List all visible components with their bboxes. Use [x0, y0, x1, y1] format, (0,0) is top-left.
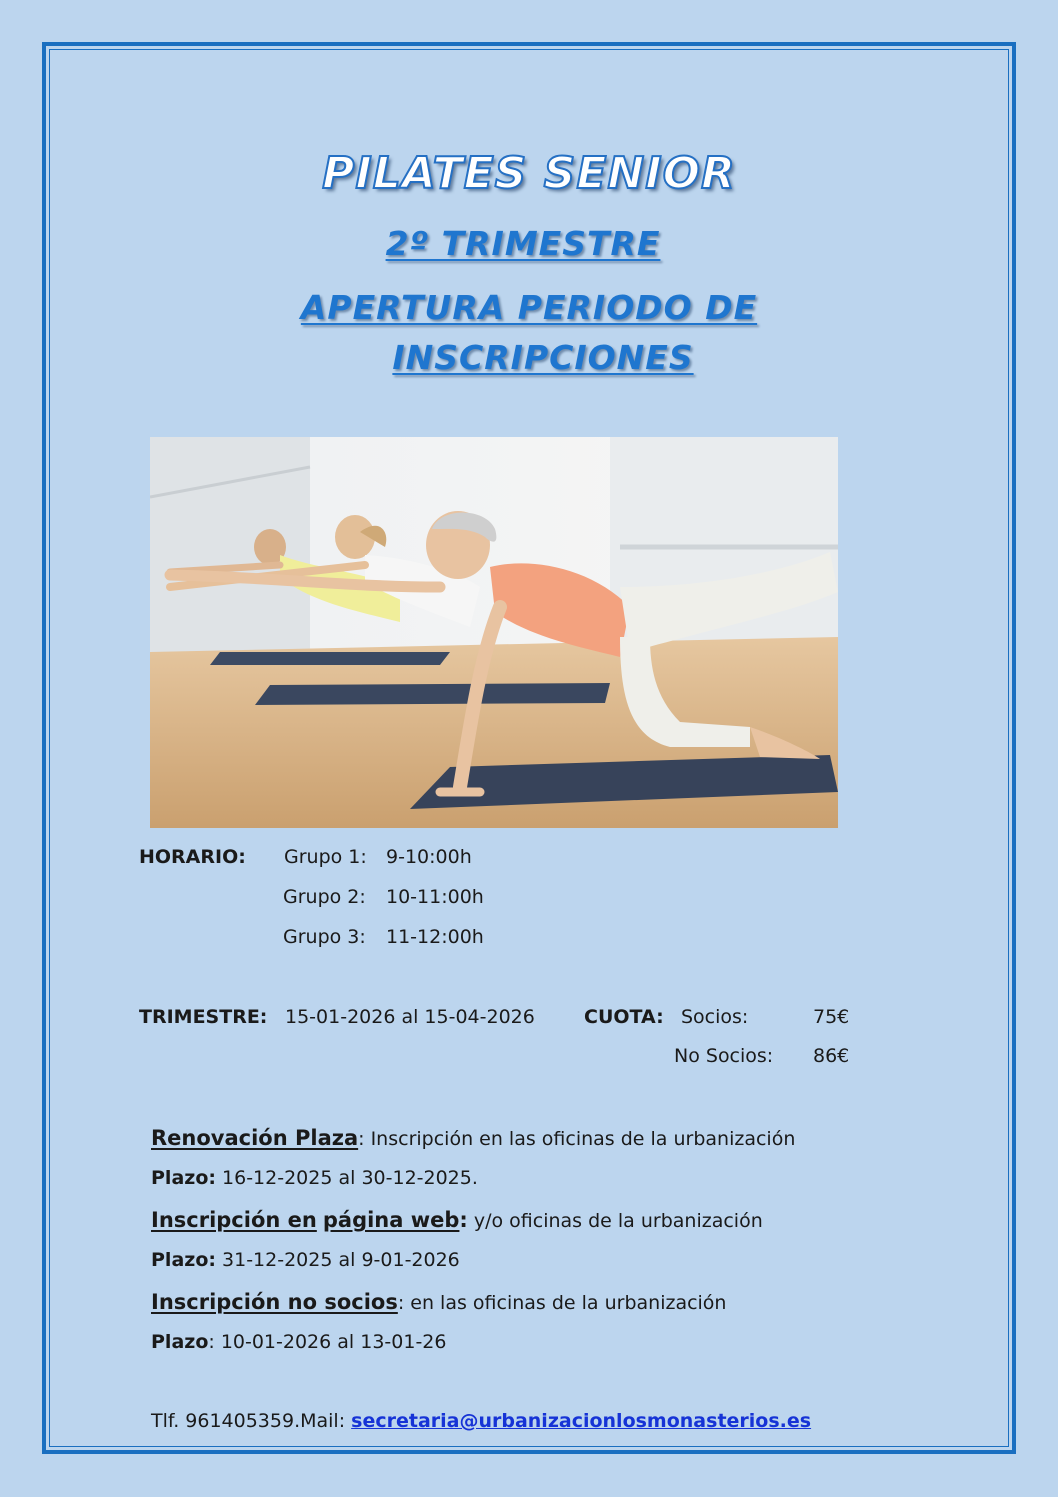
web-desc: y/o oficinas de la urbanización [467, 1210, 763, 1232]
web-title-1: Inscripción en [151, 1208, 317, 1232]
fee-label: CUOTA: [584, 1006, 664, 1028]
renewal-line [151, 1126, 795, 1150]
web-deadline-line [151, 1249, 460, 1271]
heading-line-2: INSCRIPCIONES [392, 338, 694, 377]
term-label: TRIMESTRE: [139, 1006, 268, 1028]
renewal-title: Renovación Plaza [151, 1126, 359, 1150]
web-deadline-label: Plazo: [151, 1249, 216, 1271]
contact-line [151, 1410, 811, 1432]
nonmember-title: Inscripción no socios [151, 1290, 398, 1314]
nonmember-deadline-line [151, 1331, 446, 1353]
group-3-time: 11-12:00h [386, 926, 484, 948]
nonmember-deadline: : 10-01-2026 al 13-01-26 [208, 1331, 447, 1353]
nonmember-deadline-label: Plazo [151, 1331, 209, 1353]
web-deadline: 31-12-2025 al 9-01-2026 [215, 1249, 460, 1271]
group-2-time: 10-11:00h [386, 886, 484, 908]
heading-line-1: APERTURA PERIODO DE [300, 288, 758, 327]
web-title-2: página web [322, 1208, 460, 1232]
group-2-name: Grupo 2: [283, 886, 366, 908]
group-1-time: 9-10:00h [386, 846, 472, 868]
nonmember-desc: : en las oficinas de la urbanización [397, 1292, 727, 1314]
renewal-deadline-label: Plazo: [151, 1167, 216, 1189]
web-registration-line [151, 1208, 763, 1232]
pilates-class-photo [150, 437, 838, 828]
members-label: Socios: [681, 1006, 749, 1028]
email-link[interactable]: secretaria@urbanizacionlosmonasterios.es [351, 1410, 812, 1432]
group-3-name: Grupo 3: [283, 926, 366, 948]
renewal-desc: : Inscripción en las oficinas de la urbanización [358, 1128, 796, 1150]
poster-title: PILATES SENIOR [322, 148, 736, 199]
group-1-name: Grupo 1: [284, 846, 367, 868]
contact-text: Tlf. 961405359.Mail: [151, 1410, 352, 1432]
poster-subtitle: 2º TRIMESTRE [385, 224, 661, 263]
members-price: 75€ [813, 1006, 850, 1028]
non-members-label: No Socios: [674, 1045, 774, 1067]
schedule-label: HORARIO: [139, 846, 246, 868]
renewal-deadline-line [151, 1167, 478, 1189]
non-members-price: 86€ [813, 1045, 850, 1067]
term-dates: 15-01-2026 al 15-04-2026 [285, 1006, 535, 1028]
web-colon: : [459, 1208, 468, 1232]
nonmember-registration-line [151, 1290, 726, 1314]
renewal-deadline: 16-12-2025 al 30-12-2025. [215, 1167, 478, 1189]
